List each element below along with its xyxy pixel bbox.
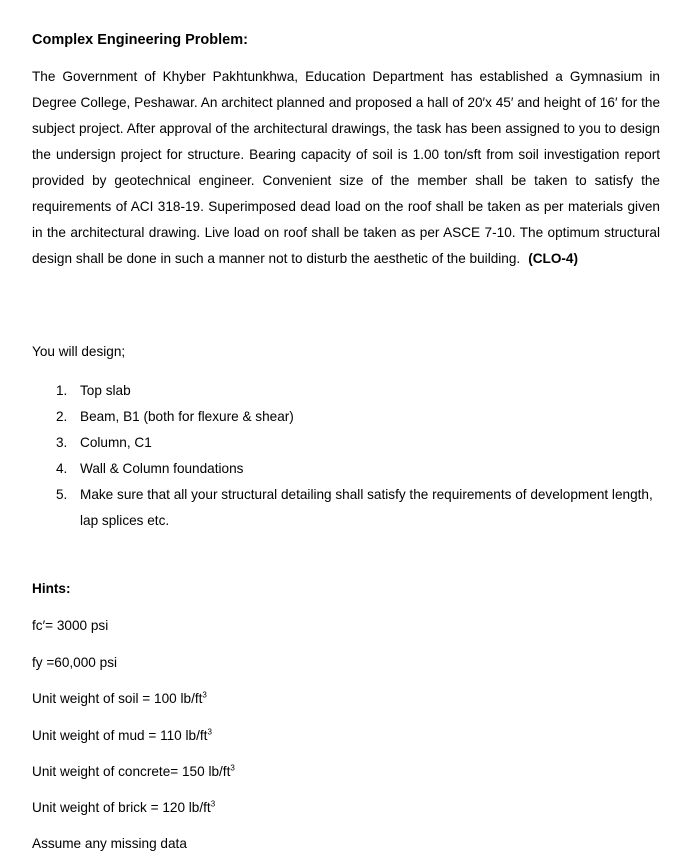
- design-list: [32, 378, 662, 534]
- hint-fc: fc′= 3000 psi: [32, 618, 109, 633]
- list-item: [32, 404, 662, 430]
- hint-soil-weight: [32, 691, 207, 706]
- cube-exponent: 3: [210, 799, 216, 809]
- hint-soil-text: Unit weight of soil = 100 lb/ft: [32, 691, 203, 706]
- list-item-text: Wall & Column foundations: [80, 461, 244, 476]
- list-item-text: Beam, B1 (both for flexure & shear): [80, 409, 294, 424]
- problem-text: The Government of Khyber Pakhtunkhwa, Education Department has established a Gymnasium in Degree College, Peshawar. An architect planned and proposed a hall of 20′x 45′ and height of 16′ for the subject project. After approval of the architectural drawings, the task has been assigned to you to design the undersign project for structure. Bearing capacity of soil is 1.00 ton/sft from soil investigation report provided by geotechnical engineer. Convenient size of the member shall be taken to satisfy the requirements of ACI 318-19. Superimposed dead load on the roof shall be taken as per materials given in the architectural drawing. Live load on roof shall be taken as per ASCE 7-10. The optimum structural design shall be done in such a manner not to disturb the aesthetic of the building.: [32, 69, 660, 266]
- list-item-number: 5.: [56, 487, 68, 502]
- hint-brick-weight: [32, 800, 215, 815]
- hint-mud-text: Unit weight of mud = 110 lb/ft: [32, 728, 208, 743]
- clo-label: (CLO-4): [528, 251, 579, 266]
- list-item: [32, 456, 662, 482]
- cube-exponent: 3: [230, 763, 235, 773]
- hint-concrete-weight: [32, 764, 235, 779]
- list-item: [32, 430, 662, 456]
- list-item: [32, 378, 662, 404]
- hint-missing-data: Assume any missing data: [32, 836, 187, 851]
- design-intro: You will design;: [32, 344, 126, 359]
- list-item-text: Top slab: [80, 383, 131, 398]
- cube-exponent: 3: [207, 727, 212, 737]
- list-item-text: Make sure that all your structural detailing shall satisfy the requirements of development length, lap splices etc.: [80, 487, 653, 528]
- list-item-number: 2.: [56, 409, 68, 424]
- list-item: [32, 482, 662, 534]
- document-heading: Complex Engineering Problem:: [32, 32, 248, 48]
- hints-title: Hints:: [32, 581, 71, 596]
- hint-concrete-text: Unit weight of concrete= 150 lb/ft: [32, 764, 231, 779]
- list-item-number: 3.: [56, 435, 68, 450]
- hint-fy: fy =60,000 psi: [32, 655, 118, 670]
- problem-statement: [32, 64, 660, 272]
- hint-mud-weight: [32, 728, 212, 743]
- list-item-number: 1.: [56, 383, 68, 398]
- list-item-number: 4.: [56, 461, 68, 476]
- cube-exponent: 3: [202, 690, 207, 700]
- list-item-text: Column, C1: [80, 435, 152, 450]
- hint-brick-text: Unit weight of brick = 120 lb/ft: [32, 800, 211, 815]
